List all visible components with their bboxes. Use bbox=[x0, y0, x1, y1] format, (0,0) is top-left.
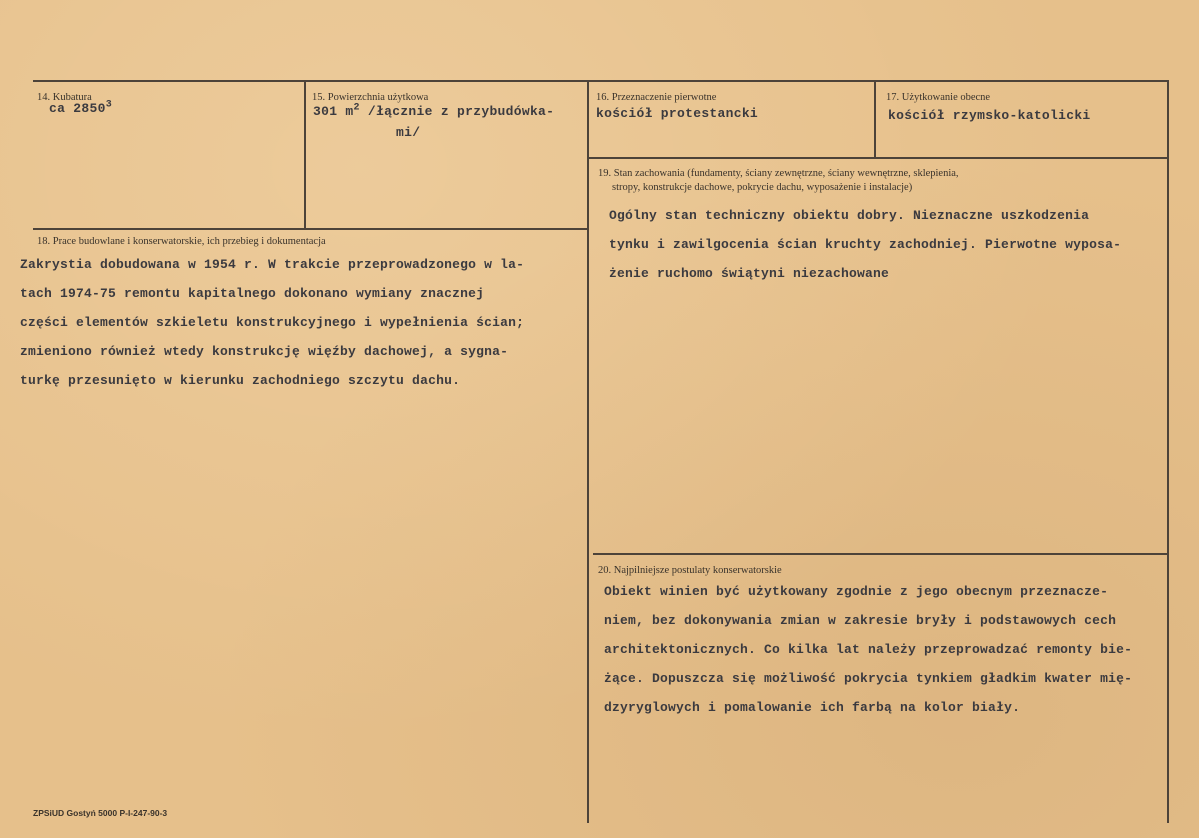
field-14-value: ca 2850$^3$ bbox=[49, 99, 113, 116]
field-16-value: kościół protestancki bbox=[596, 106, 759, 121]
field-18-line: zmieniono również wtedy konstrukcję więźby dachowej, a sygna- bbox=[20, 344, 509, 359]
field-15-unit-exponent: 2 bbox=[353, 102, 360, 114]
field-15-value-line1: 301 $m^2$ /łącznie z przybudówka- bbox=[313, 102, 555, 119]
row-divider-right bbox=[588, 157, 1169, 159]
col-divider-16-17 bbox=[874, 80, 876, 158]
field-15-value-line2: mi/ bbox=[396, 125, 421, 140]
divider-19-20 bbox=[593, 553, 1169, 555]
field-19-label-line2: stropy, konstrukcje dachowe, pokrycie dachu, wyposażenie i instalacje) bbox=[612, 182, 913, 193]
field-19-line: tynku i zawilgocenia ścian kruchty zachodniej. Pierwotne wyposa- bbox=[609, 237, 1122, 252]
field-17-label: 17. Użytkowanie obecne bbox=[886, 92, 991, 103]
field-16-label: 16. Przeznaczenie pierwotne bbox=[596, 92, 717, 103]
field-18-line: turkę przesunięto w kierunku zachodniego szczytu dachu. bbox=[20, 373, 461, 388]
field-20-line: Obiekt winien być użytkowany zgodnie z jego obecnym przeznacze- bbox=[604, 584, 1109, 599]
top-rule bbox=[33, 80, 1169, 82]
field-18-line: części elementów szkieletu konstrukcyjnego i wypełnienia ścian; bbox=[20, 315, 525, 330]
field-20-line: architektonicznych. Co kilka lat należy przeprowadzać remonty bie- bbox=[604, 642, 1133, 657]
field-17-value: kościół rzymsko-katolicki bbox=[888, 108, 1091, 123]
field-19-line: żenie ruchomo świątyni niezachowane bbox=[609, 266, 890, 281]
field-20-line: żące. Dopuszcza się możliwość pokrycia tynkiem gładkim kwater mię- bbox=[604, 671, 1133, 686]
field-14-unit-exponent: 3 bbox=[105, 99, 113, 111]
field-18-text bbox=[20, 250, 524, 395]
field-18-label: 18. Prace budowlane i konserwatorskie, ich przebieg i dokumentacja bbox=[37, 236, 326, 247]
field-19-line: Ogólny stan techniczny obiektu dobry. Nieznaczne uszkodzenia bbox=[609, 208, 1090, 223]
field-20-text bbox=[604, 577, 1132, 722]
field-20-line: dzyryglowych i pomalowanie ich farbą na kolor biały. bbox=[604, 700, 1021, 715]
field-18-line: Zakrystia dobudowana w 1954 r. W trakcie przeprowadzonego w la- bbox=[20, 257, 525, 272]
field-20-label: 20. Najpilniejsze postulaty konserwatorskie bbox=[598, 565, 782, 576]
col-divider-15-16 bbox=[587, 80, 589, 823]
row-divider-left bbox=[33, 228, 588, 230]
field-20-line: niem, bez dokonywania zmian w zakresie bryły i podstawowych cech bbox=[604, 613, 1117, 628]
right-edge-line bbox=[1167, 80, 1169, 823]
print-imprint: ZPSiUD Gostyń 5000 P-I-247-90-3 bbox=[33, 808, 168, 818]
field-19-label-line1: 19. Stan zachowania (fundamenty, ściany zewnętrzne, ściany wewnętrzne, sklepienia, bbox=[598, 168, 959, 179]
field-14-label: 14. Kubatura bbox=[37, 92, 92, 103]
field-15-label: 15. Powierzchnia użytkowa bbox=[312, 92, 429, 103]
field-19-text bbox=[609, 201, 1121, 288]
field-18-line: tach 1974-75 remontu kapitalnego dokonano wymiany znacznej bbox=[20, 286, 485, 301]
col-divider-14-15 bbox=[304, 80, 306, 230]
